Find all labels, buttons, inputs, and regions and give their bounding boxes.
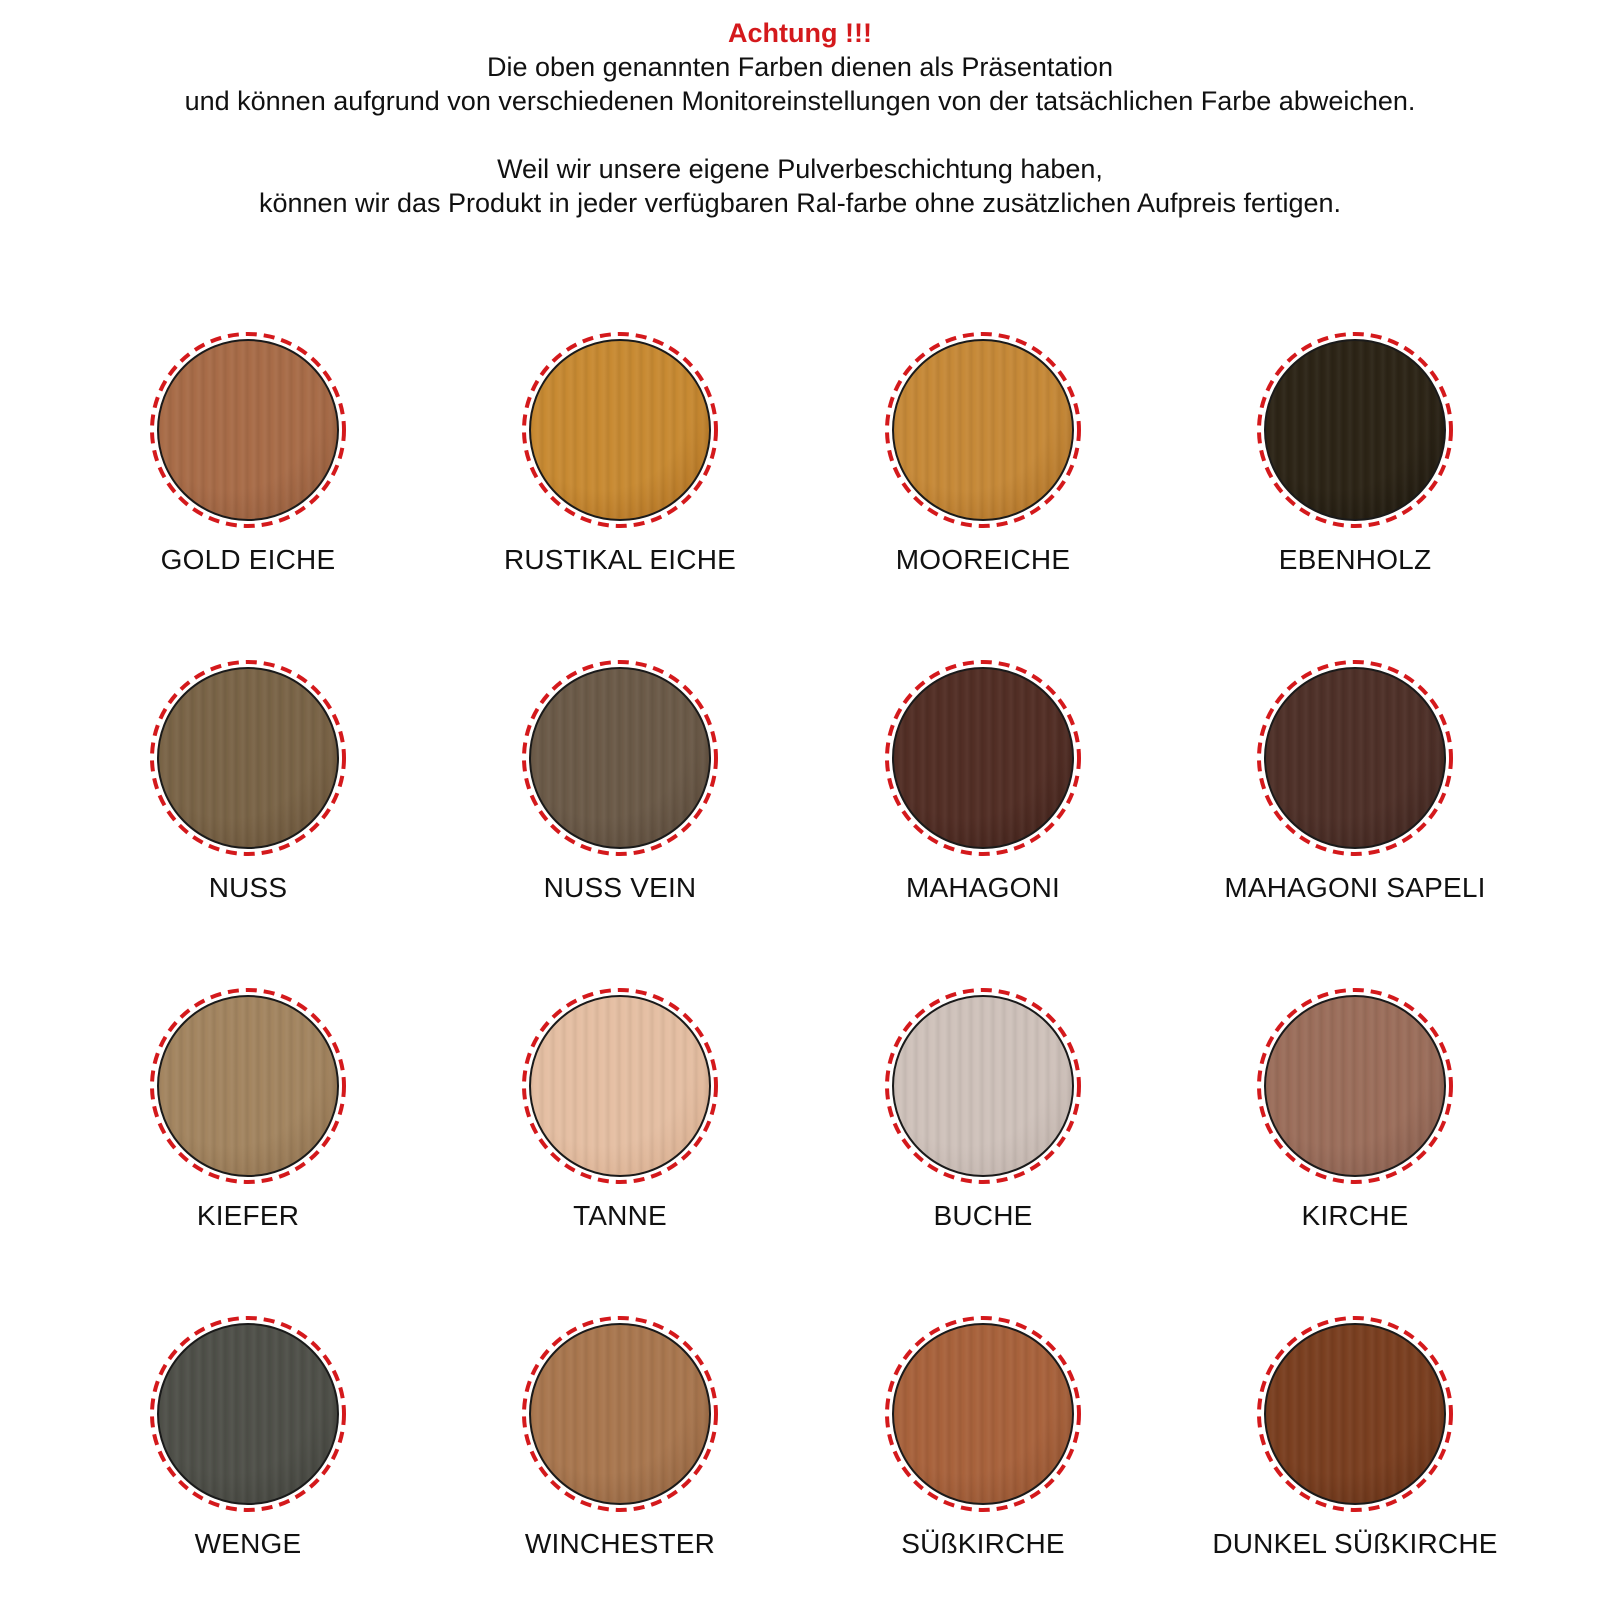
swatch-label: GOLD EICHE (160, 544, 336, 575)
color-swatch (1255, 1314, 1455, 1514)
wood-sample-disc (892, 995, 1074, 1177)
color-swatch (148, 658, 348, 858)
swatch-label: MAHAGONI SAPELI (1224, 872, 1486, 903)
color-swatch (520, 986, 720, 1186)
color-swatch (883, 330, 1083, 530)
color-swatch (520, 330, 720, 530)
notice-line-4: können wir das Produkt in jeder verfügbaren Ral-farbe ohne zusätzlichen Aufpreis fertigen. (258, 188, 1342, 218)
wood-sample-disc (157, 667, 339, 849)
swatch-label: SÜßKIRCHE (901, 1528, 1065, 1559)
swatch-label: NUSS (208, 872, 288, 903)
color-swatch (520, 1314, 720, 1514)
notice-line-2: und können aufgrund von verschiedenen Monitoreinstellungen von der tatsächlichen Farbe abweichen. (184, 86, 1416, 116)
color-swatch (148, 986, 348, 1186)
warning-heading: Achtung !!! (728, 18, 872, 48)
wood-sample-disc (529, 1323, 711, 1505)
color-swatch (1255, 330, 1455, 530)
color-swatch (883, 986, 1083, 1186)
color-swatch (148, 330, 348, 530)
color-swatch (883, 658, 1083, 858)
swatch-label: MOOREICHE (895, 544, 1071, 575)
notice-line-3: Weil wir unsere eigene Pulverbeschichtung haben, (497, 154, 1103, 184)
color-swatch (148, 1314, 348, 1514)
swatch-label: WENGE (194, 1528, 302, 1559)
swatch-label: TANNE (573, 1200, 667, 1231)
wood-sample-disc (892, 1323, 1074, 1505)
swatch-label: DUNKEL SÜßKIRCHE (1212, 1528, 1498, 1559)
wood-sample-disc (157, 1323, 339, 1505)
notice-text-block (0, 16, 1600, 220)
wood-sample-disc (529, 339, 711, 521)
wood-sample-disc (157, 339, 339, 521)
swatch-label: WINCHESTER (524, 1528, 716, 1559)
color-swatch (1255, 986, 1455, 1186)
swatch-label: RUSTIKAL EICHE (503, 544, 737, 575)
swatch-label: EBENHOLZ (1278, 544, 1432, 575)
wood-sample-disc (1264, 667, 1446, 849)
color-swatch (883, 1314, 1083, 1514)
wood-sample-disc (892, 667, 1074, 849)
wood-sample-disc (1264, 995, 1446, 1177)
color-swatch (1255, 658, 1455, 858)
swatch-label: MAHAGONI (905, 872, 1061, 903)
notice-spacer (0, 118, 1600, 152)
swatch-label: KIRCHE (1301, 1200, 1409, 1231)
color-swatch (520, 658, 720, 858)
wood-sample-disc (1264, 1323, 1446, 1505)
wood-sample-disc (529, 995, 711, 1177)
notice-line-1: Die oben genannten Farben dienen als Präsentation (487, 52, 1113, 82)
wood-sample-disc (157, 995, 339, 1177)
wood-sample-disc (1264, 339, 1446, 521)
swatch-label: BUCHE (933, 1200, 1033, 1231)
wood-sample-disc (892, 339, 1074, 521)
swatch-label: NUSS VEIN (543, 872, 697, 903)
wood-sample-disc (529, 667, 711, 849)
swatch-label: KIEFER (196, 1200, 300, 1231)
